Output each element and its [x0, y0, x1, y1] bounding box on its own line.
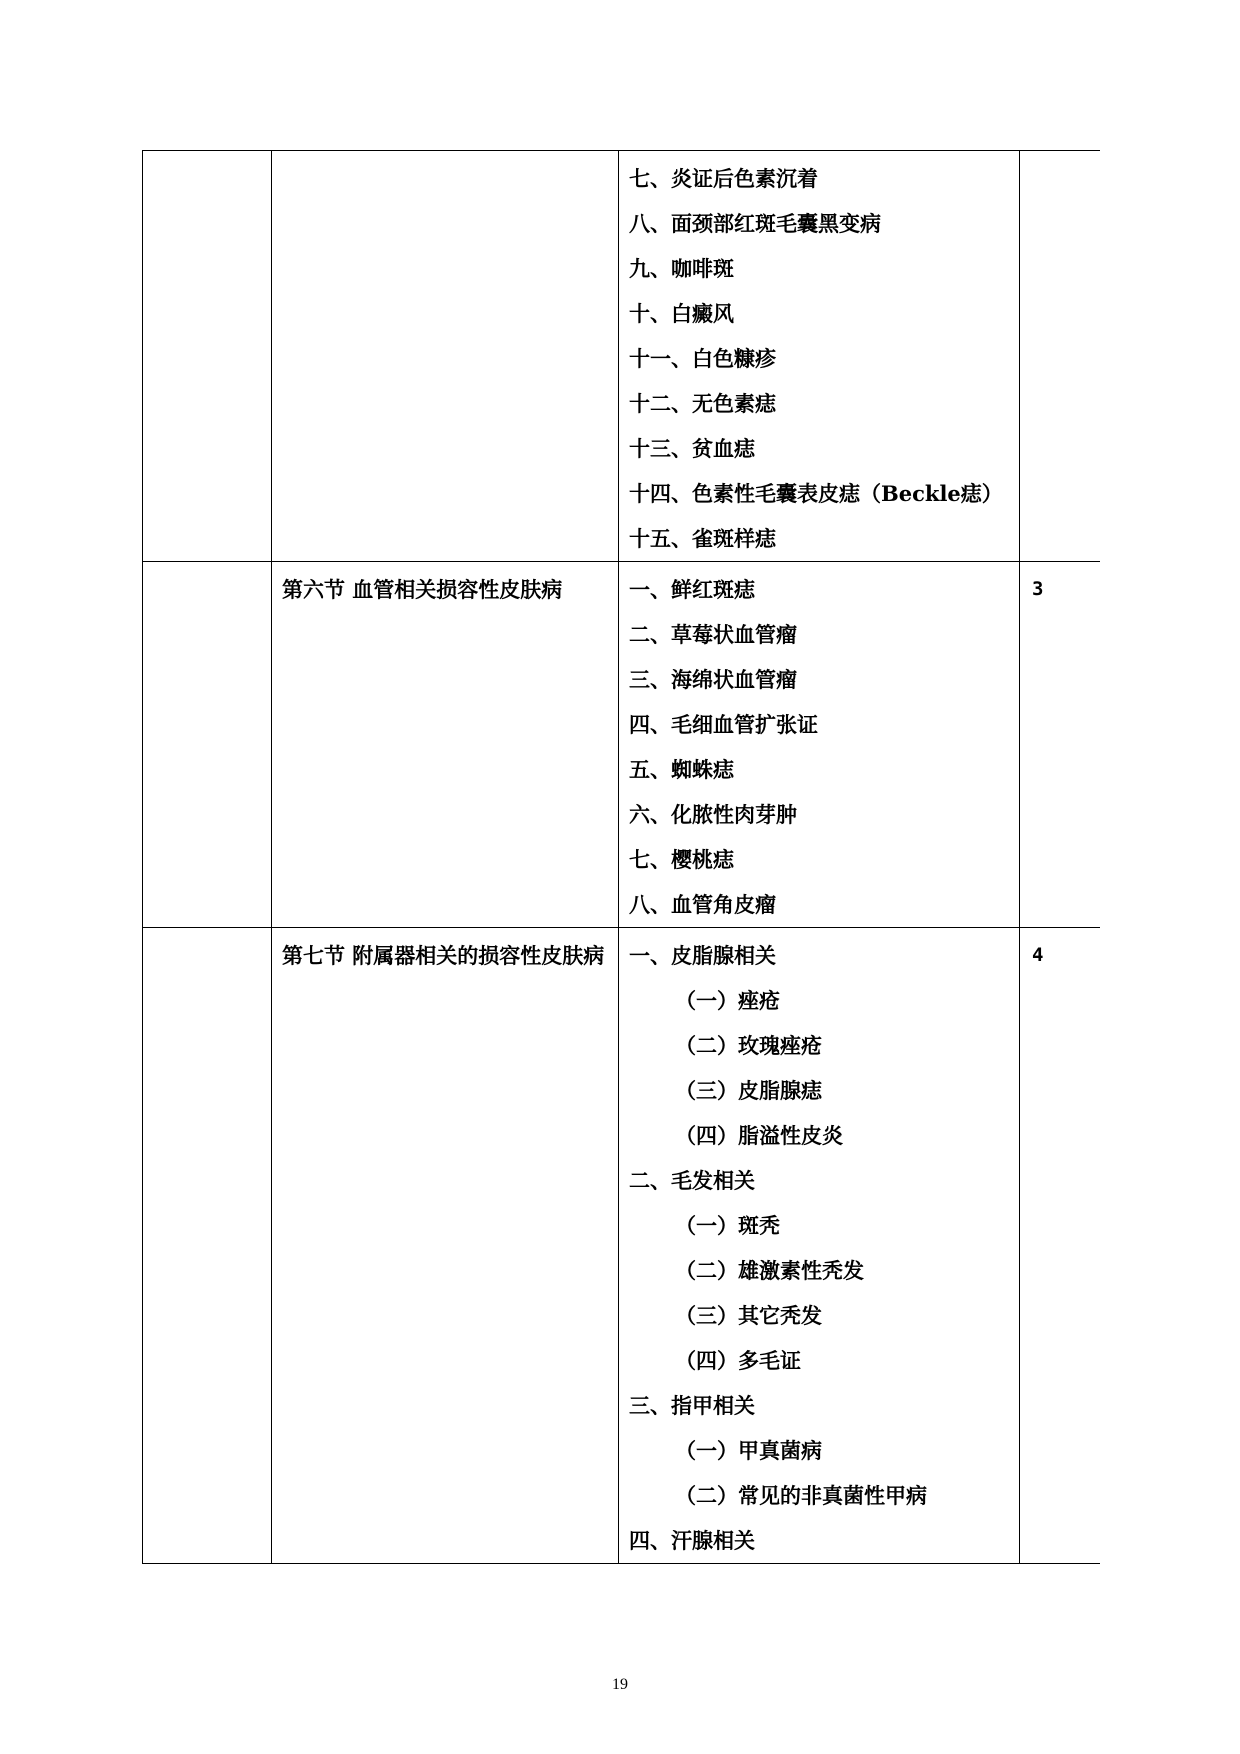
- sub-item: （四）多毛证: [675, 1348, 801, 1373]
- table-row: [143, 928, 1101, 1564]
- list-item: 十一、白色糠疹: [629, 346, 776, 371]
- section-title: [272, 151, 618, 156]
- hours-cell: [1020, 562, 1101, 928]
- list-item: 三、指甲相关: [629, 1393, 755, 1418]
- section-title: 第七节 附属器相关的损容性皮肤病: [282, 943, 605, 968]
- sub-item: （三）皮脂腺痣: [675, 1078, 822, 1103]
- list-item: 五、蜘蛛痣: [629, 757, 734, 782]
- item-list: [619, 562, 1019, 927]
- list-item: 四、汗腺相关: [629, 1528, 755, 1553]
- list-item: 九、咖啡斑: [629, 256, 734, 281]
- list-item: 十三、贫血痣: [629, 436, 755, 461]
- chapter-cell: [143, 562, 272, 928]
- section-cell: [272, 928, 619, 1564]
- sub-item: （一）痤疮: [675, 988, 780, 1013]
- hours-value: 4: [1032, 944, 1044, 966]
- section-cell: [272, 151, 619, 562]
- hours-cell: [1020, 928, 1101, 1564]
- sub-item: （一）甲真菌病: [675, 1438, 822, 1463]
- content-cell: [619, 562, 1020, 928]
- list-item: 二、毛发相关: [629, 1168, 755, 1193]
- item-list: [619, 928, 1019, 1563]
- list-item: 八、面颈部红斑毛囊黑变病: [629, 211, 881, 236]
- page-number: 19: [612, 1676, 628, 1693]
- content-cell: [619, 151, 1020, 562]
- list-item: 六、化脓性肉芽肿: [629, 802, 797, 827]
- sub-item: （二）雄激素性秃发: [675, 1258, 864, 1283]
- list-item: 七、樱桃痣: [629, 847, 734, 872]
- list-item: 十二、无色素痣: [629, 391, 776, 416]
- list-item: 一、皮脂腺相关: [629, 943, 776, 968]
- sub-item: （一）斑秃: [675, 1213, 780, 1238]
- sub-item: （三）其它秃发: [675, 1303, 822, 1328]
- table-row: [143, 151, 1101, 562]
- list-item: 十四、色素性毛囊表皮痣（Beckle痣）: [629, 481, 1003, 506]
- syllabus-table: [142, 150, 1100, 1564]
- hours-value: 3: [1032, 578, 1044, 600]
- list-item: 三、海绵状血管瘤: [629, 667, 797, 692]
- list-item: 七、炎证后色素沉着: [629, 166, 818, 191]
- sub-item: （二）常见的非真菌性甲病: [675, 1483, 927, 1508]
- sub-item: （四）脂溢性皮炎: [675, 1123, 843, 1148]
- list-item: 十、白癜风: [629, 301, 734, 326]
- sub-item: （二）玫瑰痤疮: [675, 1033, 822, 1058]
- content-cell: [619, 928, 1020, 1564]
- list-item: 四、毛细血管扩张证: [629, 712, 818, 737]
- section-cell: [272, 562, 619, 928]
- list-item: 十五、雀斑样痣: [629, 526, 776, 551]
- chapter-cell: [143, 151, 272, 562]
- hours-value: [1020, 151, 1100, 156]
- section-title: 第六节 血管相关损容性皮肤病: [282, 577, 563, 602]
- list-item: 二、草莓状血管瘤: [629, 622, 797, 647]
- table-row: [143, 562, 1101, 928]
- hours-cell: [1020, 151, 1101, 562]
- chapter-cell: [143, 928, 272, 1564]
- item-list: [619, 151, 1019, 561]
- list-item: 八、血管角皮瘤: [629, 892, 776, 917]
- list-item: 一、鲜红斑痣: [629, 577, 755, 602]
